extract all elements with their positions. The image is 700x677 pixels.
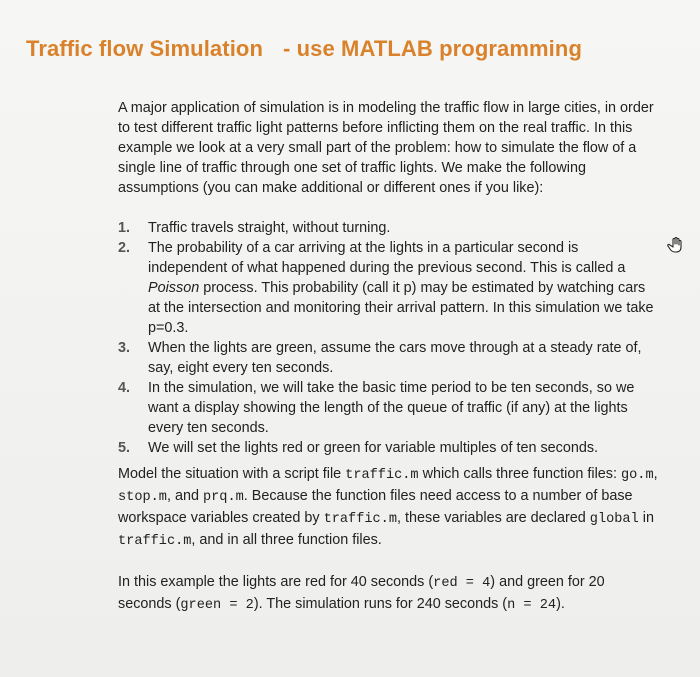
code-expression: n = 24 (507, 598, 557, 613)
title-subtitle: - use MATLAB programming (282, 36, 582, 61)
list-item (118, 218, 658, 238)
list-text: Traffic travels straight, without turning. (148, 220, 391, 236)
code-filename: traffic.m (323, 512, 397, 527)
model-text: , and (166, 488, 203, 504)
list-item (118, 338, 658, 378)
model-text: , these variables are declared (397, 510, 590, 526)
list-number: 3. (118, 340, 131, 356)
example-text: In this example the lights are red for 40 seconds ( (118, 574, 434, 590)
poisson-term: Poisson (148, 280, 200, 296)
code-expression: red = 4 (433, 576, 491, 591)
intro-paragraph: A major application of simulation is in modeling the traffic flow in large cities, in order to test different traffic light patterns before inflicting them on the real traffic. In this example we look at a very small part of the problem: how to simulate the flow of a single line of traffic through one set of traffic lights. We make the following assumptions (you can make additional or different ones if you like): (118, 100, 654, 196)
list-text: In the simulation, we will take the basic time period to be ten seconds, so we want a display showing the length of the queue of traffic (if any) at the lights every ten seconds. (148, 380, 635, 436)
hand-cursor-icon (667, 236, 685, 254)
list-number: 4. (118, 380, 131, 396)
list-text: We will set the lights red or green for variable multiples of ten seconds. (148, 440, 599, 456)
code-filename: traffic.m (118, 534, 192, 549)
assumptions-list (118, 218, 658, 458)
model-text: in (638, 510, 654, 526)
example-text: ). The simulation runs for 240 seconds ( (253, 596, 508, 612)
model-text: Model the situation with a script file (118, 466, 346, 482)
list-item (118, 238, 658, 338)
title-main: Traffic flow Simulation (26, 36, 263, 61)
list-text: The probability of a car arriving at the lights in a particular second is independent of what happened during the previous second. This is called a (148, 240, 626, 276)
list-text: When the lights are green, assume the cars move through at a steady rate of, say, eight every ten seconds. (148, 340, 642, 376)
code-filename: stop.m (118, 490, 167, 505)
code-keyword: global (589, 512, 639, 527)
model-paragraph (118, 464, 658, 552)
text-body (118, 98, 658, 616)
list-item (118, 438, 658, 458)
example-text: ) and green for 20 seconds ( (118, 574, 605, 612)
list-item (118, 378, 658, 438)
list-text: process. This probability (call it p) may be estimated by watching cars at the intersection and monitoring their arrival pattern. In this simulation we take p=0.3. (148, 280, 654, 336)
page-title (26, 36, 582, 62)
code-filename: prq.m (202, 490, 244, 505)
model-text: , (653, 466, 658, 482)
model-text: . Because the function files need access to a number of base workspace variables created by (118, 488, 633, 526)
code-expression: green = 2 (180, 598, 254, 613)
code-filename: go.m (620, 468, 654, 483)
model-text: , and in all three function files. (191, 532, 382, 548)
list-number: 2. (118, 240, 131, 256)
example-text: ). (556, 596, 565, 612)
code-filename: traffic.m (345, 468, 419, 483)
example-paragraph (118, 572, 658, 616)
model-text: which calls three function files: (418, 466, 621, 482)
list-number: 5. (118, 440, 131, 456)
list-number: 1. (118, 220, 131, 236)
